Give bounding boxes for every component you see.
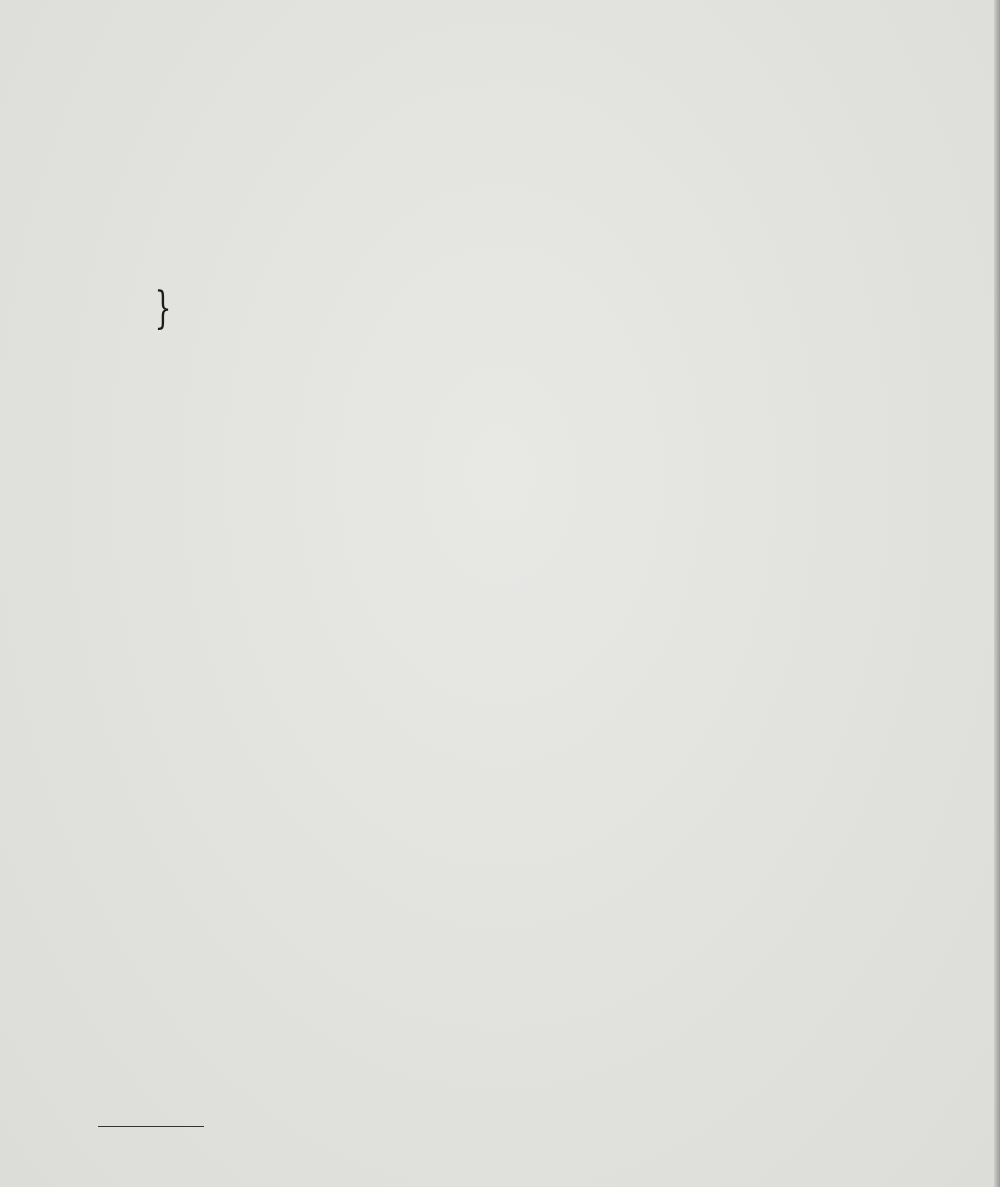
- footnote-rule: [98, 1126, 204, 1127]
- position-list: [145, 283, 965, 335]
- bracket-group: [145, 283, 965, 335]
- page-edge-shadow: [994, 0, 1000, 1187]
- curly-brace-icon: }: [154, 283, 172, 335]
